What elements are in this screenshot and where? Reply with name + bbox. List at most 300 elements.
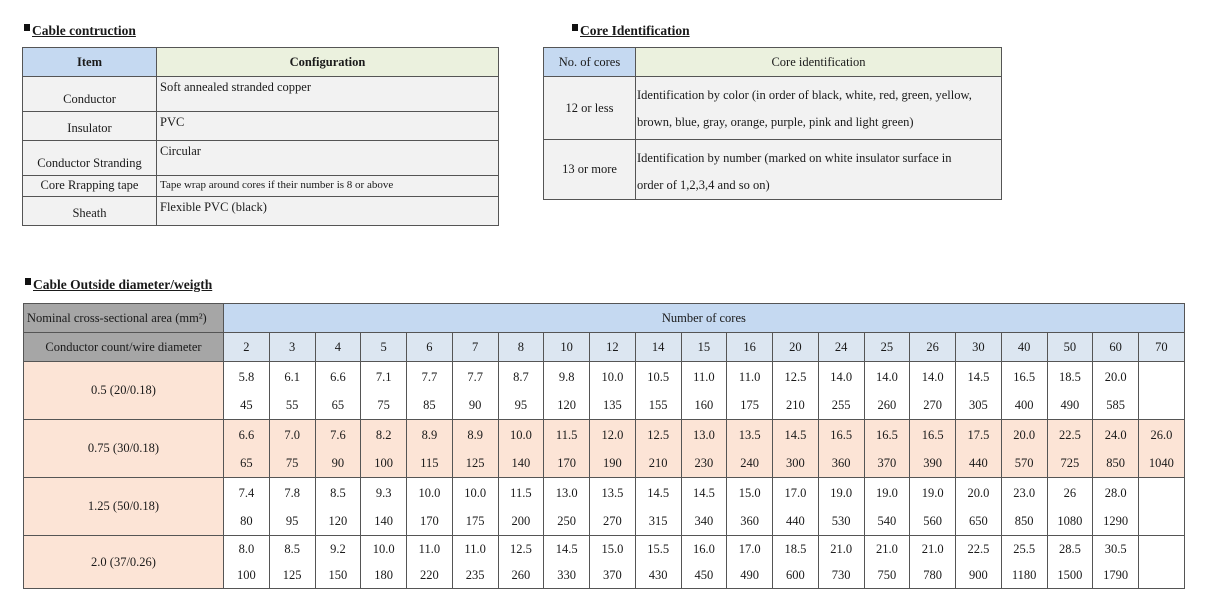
weight: 75 <box>377 397 390 412</box>
weight: 305 <box>969 397 988 412</box>
value-cell <box>818 420 864 478</box>
weight: 1040 <box>1148 455 1174 470</box>
table-row <box>23 141 499 176</box>
value-cell <box>910 362 956 420</box>
outside-diameter: 22.5 <box>1058 427 1081 442</box>
value-cell <box>681 536 727 589</box>
outside-diameter: 10.0 <box>509 427 532 442</box>
outside-diameter: 10.5 <box>647 369 670 384</box>
weight: 95 <box>514 397 528 412</box>
outside-diameter: 9.3 <box>375 485 392 500</box>
outside-diameter: 6.1 <box>284 369 300 384</box>
value-cell <box>224 478 270 536</box>
value-cell <box>407 478 453 536</box>
weight <box>1139 507 1184 535</box>
bullet-square-icon <box>572 24 578 31</box>
weight: 360 <box>740 513 759 528</box>
core-number: 12 <box>590 333 636 362</box>
value-cell <box>1139 478 1185 536</box>
identification-heading <box>572 23 690 39</box>
weight: 90 <box>468 397 482 412</box>
value-cell <box>635 362 681 420</box>
outside-diameter: 14.5 <box>692 485 715 500</box>
value-cell <box>361 536 407 589</box>
core-id-line: Identification by color (in order of black, white, red, green, yellow, <box>637 88 972 102</box>
weight: 95 <box>285 513 299 528</box>
core-id-line: order of 1,2,3,4 and so on) <box>637 178 770 192</box>
value-cell <box>1139 536 1185 589</box>
weight: 370 <box>603 568 622 582</box>
outside-diameter: 11.5 <box>510 485 532 500</box>
cores-header: Number of cores <box>224 304 1185 333</box>
value-cell <box>544 420 590 478</box>
weight: 200 <box>511 513 531 528</box>
value-cell <box>818 536 864 589</box>
weight: 220 <box>420 568 439 582</box>
core-number: 24 <box>818 333 864 362</box>
outside-diameter: 26 <box>1063 485 1077 500</box>
value-cell <box>1139 362 1185 420</box>
outside-diameter: 14.0 <box>875 369 898 384</box>
weight: 725 <box>1060 455 1080 470</box>
table-row <box>23 176 499 197</box>
weight: 330 <box>557 568 576 582</box>
outside-diameter: 8.5 <box>284 542 300 556</box>
value-cell <box>1093 536 1139 589</box>
outside-diameter: 21.0 <box>830 542 853 556</box>
value-cell <box>910 536 956 589</box>
config-cell: Soft annealed stranded copper <box>157 77 499 112</box>
outside-diameter: 11.0 <box>738 369 761 384</box>
value-cell <box>956 362 1002 420</box>
weight: 750 <box>877 568 897 582</box>
outside-diameter: 7.4 <box>238 485 255 500</box>
weight: 270 <box>603 513 622 528</box>
weight: 150 <box>328 568 348 582</box>
weight: 75 <box>285 455 299 470</box>
weight: 170 <box>420 513 439 528</box>
weight: 370 <box>877 455 897 470</box>
size-cell: 2.0 (37/0.26) <box>24 536 224 589</box>
bullet-square-icon <box>24 24 30 31</box>
weight: 490 <box>740 568 759 582</box>
weight: 315 <box>648 513 668 528</box>
value-cell <box>818 362 864 420</box>
bullet-square-icon <box>25 278 31 285</box>
core-number: 16 <box>727 333 773 362</box>
outside-diameter: 16.0 <box>692 542 715 556</box>
value-cell <box>1047 478 1093 536</box>
outside-diameter: 5.8 <box>238 369 255 384</box>
value-cell <box>1001 478 1047 536</box>
outside-diameter: 6.6 <box>238 427 255 442</box>
weight: 235 <box>465 568 485 582</box>
outside-diameter: 15.5 <box>647 542 670 556</box>
table-row <box>24 536 1185 589</box>
value-cell <box>361 362 407 420</box>
weight: 140 <box>374 513 393 528</box>
item-cell: Insulator <box>23 112 157 141</box>
table-row <box>24 420 1185 478</box>
outside-diameter: 9.2 <box>330 542 346 556</box>
value-cell <box>498 362 544 420</box>
diameter-title: Cable Outside diameter/weigth <box>33 277 213 292</box>
core-number: 70 <box>1139 333 1185 362</box>
value-cell <box>681 478 727 536</box>
weight: 1290 <box>1103 513 1129 528</box>
outside-diameter: 16.5 <box>1013 369 1036 384</box>
outside-diameter: 8.7 <box>513 369 529 384</box>
diameter-table <box>23 303 1185 589</box>
outside-diameter: 13.5 <box>738 427 761 442</box>
value-cell <box>315 536 361 589</box>
value-cell <box>910 420 956 478</box>
value-cell <box>452 478 498 536</box>
value-cell <box>864 420 910 478</box>
weight: 255 <box>831 397 851 412</box>
value-cell <box>407 536 453 589</box>
construction-heading <box>24 23 136 39</box>
outside-diameter: 14.5 <box>555 542 578 556</box>
value-cell <box>1093 420 1139 478</box>
table-row <box>23 197 499 226</box>
value-cell <box>1139 420 1185 478</box>
value-cell <box>315 420 361 478</box>
outside-diameter: 10.0 <box>601 369 624 384</box>
identification-table <box>543 47 1002 200</box>
table-row <box>23 77 499 112</box>
core-number: 6 <box>407 333 453 362</box>
weight: 585 <box>1106 397 1125 412</box>
weight: 360 <box>831 455 851 470</box>
outside-diameter: 11.0 <box>464 542 486 556</box>
weight: 115 <box>420 455 439 470</box>
weight: 125 <box>465 455 485 470</box>
outside-diameter: 26.0 <box>1150 427 1173 442</box>
outside-diameter: 9.8 <box>558 369 575 384</box>
weight: 90 <box>331 455 345 470</box>
config-cell: Tape wrap around cores if their number is 8 or above <box>157 176 499 197</box>
weight: 390 <box>923 455 942 470</box>
value-cell <box>773 478 819 536</box>
identification-title: Core Identification <box>580 23 690 38</box>
weight: 45 <box>240 397 253 412</box>
weight: 260 <box>511 568 531 582</box>
cores-header: No. of cores <box>544 48 636 77</box>
value-cell <box>269 478 315 536</box>
value-cell <box>498 420 544 478</box>
weight: 100 <box>374 455 393 470</box>
weight: 600 <box>786 568 805 582</box>
outside-diameter: 18.5 <box>784 542 807 556</box>
weight: 850 <box>1014 513 1034 528</box>
weight: 175 <box>465 513 485 528</box>
outside-diameter: 14.5 <box>967 369 990 384</box>
outside-diameter: 13.0 <box>692 427 715 442</box>
weight: 530 <box>831 513 851 528</box>
size-cell: 0.75 (30/0.18) <box>24 420 224 478</box>
value-cell <box>269 362 315 420</box>
weight: 85 <box>423 397 436 412</box>
size-cell: 1.25 (50/0.18) <box>24 478 224 536</box>
value-cell <box>956 478 1002 536</box>
weight: 125 <box>282 568 302 582</box>
outside-diameter: 7.6 <box>330 427 346 442</box>
core-number: 40 <box>1001 333 1047 362</box>
core-number: 25 <box>864 333 910 362</box>
value-cell <box>224 536 270 589</box>
value-cell <box>224 420 270 478</box>
weight: 900 <box>969 568 988 582</box>
outside-diameter: 16.5 <box>830 427 853 442</box>
size-cell: 0.5 (20/0.18) <box>24 362 224 420</box>
outside-diameter: 23.0 <box>1013 485 1036 500</box>
construction-table <box>22 47 499 226</box>
item-header: Item <box>23 48 157 77</box>
outside-diameter: 10.0 <box>372 542 395 556</box>
value-cell <box>361 420 407 478</box>
value-cell <box>315 362 361 420</box>
core-number: 30 <box>956 333 1002 362</box>
weight: 490 <box>1060 397 1080 412</box>
weight: 430 <box>648 568 668 582</box>
weight: 1790 <box>1103 568 1129 582</box>
value-cell <box>452 420 498 478</box>
item-cell: Core Rrapping tape <box>23 176 157 197</box>
core-number: 10 <box>544 333 590 362</box>
core-id-cell <box>636 77 1002 140</box>
outside-diameter: 14.5 <box>784 427 807 442</box>
core-number: 7 <box>452 333 498 362</box>
outside-diameter: 16.5 <box>921 427 944 442</box>
outside-diameter: 28.5 <box>1058 542 1081 556</box>
item-cell: Conductor Stranding <box>23 141 157 176</box>
core-id-cell <box>636 140 1002 200</box>
weight: 120 <box>328 513 348 528</box>
table-row <box>544 140 1002 200</box>
value-cell <box>407 420 453 478</box>
core-number: 4 <box>315 333 361 362</box>
weight: 730 <box>831 568 851 582</box>
item-cell: Sheath <box>23 197 157 226</box>
outside-diameter: 8.9 <box>421 427 438 442</box>
weight: 340 <box>694 513 714 528</box>
weight: 55 <box>285 397 299 412</box>
cores-cell: 13 or more <box>544 140 636 200</box>
core-number: 8 <box>498 333 544 362</box>
table-row <box>23 112 499 141</box>
outside-diameter <box>1139 536 1184 562</box>
value-cell <box>681 420 727 478</box>
value-cell <box>498 536 544 589</box>
weight: 1500 <box>1057 568 1083 582</box>
value-cell <box>452 536 498 589</box>
value-cell <box>635 420 681 478</box>
weight: 780 <box>923 568 942 582</box>
weight: 400 <box>1014 397 1034 412</box>
weight: 1180 <box>1011 568 1037 582</box>
value-cell <box>269 536 315 589</box>
value-cell <box>452 362 498 420</box>
outside-diameter: 21.0 <box>921 542 944 556</box>
weight: 65 <box>240 455 253 470</box>
value-cell <box>864 362 910 420</box>
core-id-line: brown, blue, gray, orange, purple, pink and light green) <box>637 115 914 129</box>
core-number: 3 <box>269 333 315 362</box>
outside-diameter: 16.5 <box>875 427 898 442</box>
outside-diameter: 11.5 <box>555 427 578 442</box>
outside-diameter: 15.0 <box>601 542 624 556</box>
outside-diameter: 11.0 <box>418 542 441 556</box>
value-cell <box>361 478 407 536</box>
outside-diameter: 17.0 <box>784 485 807 500</box>
outside-diameter: 20.0 <box>1013 427 1036 442</box>
outside-diameter: 13.5 <box>601 485 624 500</box>
value-cell <box>544 478 590 536</box>
outside-diameter: 19.0 <box>921 485 944 500</box>
value-cell <box>1001 536 1047 589</box>
weight: 230 <box>694 455 714 470</box>
value-cell <box>635 478 681 536</box>
outside-diameter: 19.0 <box>875 485 898 500</box>
value-cell <box>727 420 773 478</box>
value-cell <box>727 478 773 536</box>
outside-diameter: 13.0 <box>555 485 578 500</box>
weight: 540 <box>877 513 897 528</box>
weight: 240 <box>740 455 759 470</box>
value-cell <box>1001 420 1047 478</box>
weight: 1080 <box>1057 513 1083 528</box>
outside-diameter: 10.0 <box>418 485 441 500</box>
value-cell <box>1001 362 1047 420</box>
outside-diameter: 12.5 <box>784 369 807 384</box>
value-cell <box>1047 362 1093 420</box>
weight: 100 <box>237 568 256 582</box>
value-cell <box>727 362 773 420</box>
value-cell <box>635 536 681 589</box>
outside-diameter: 12.5 <box>647 427 670 442</box>
value-cell <box>773 420 819 478</box>
outside-diameter: 12.0 <box>601 427 624 442</box>
value-cell <box>773 362 819 420</box>
value-cell <box>590 536 636 589</box>
core-number: 60 <box>1093 333 1139 362</box>
weight: 160 <box>694 397 714 412</box>
outside-diameter: 17.5 <box>967 427 990 442</box>
cores-cell: 12 or less <box>544 77 636 140</box>
outside-diameter: 20.0 <box>967 485 990 500</box>
value-cell <box>727 536 773 589</box>
weight: 155 <box>648 397 668 412</box>
core-number: 2 <box>224 333 270 362</box>
weight: 120 <box>557 397 576 412</box>
value-cell <box>864 536 910 589</box>
outside-diameter: 8.9 <box>467 427 483 442</box>
weight: 650 <box>969 513 988 528</box>
outside-diameter: 14.0 <box>921 369 944 384</box>
core-id-header: Core identification <box>636 48 1002 77</box>
value-cell <box>956 420 1002 478</box>
value-cell <box>590 362 636 420</box>
outside-diameter: 28.0 <box>1104 485 1127 500</box>
table-row <box>24 478 1185 536</box>
outside-diameter: 15.0 <box>738 485 761 500</box>
outside-diameter: 7.8 <box>284 485 300 500</box>
weight: 440 <box>969 455 988 470</box>
value-cell <box>818 478 864 536</box>
weight: 135 <box>603 397 622 412</box>
table-row <box>24 362 1185 420</box>
weight: 560 <box>923 513 942 528</box>
weight: 140 <box>511 455 531 470</box>
weight: 175 <box>740 397 759 412</box>
weight: 270 <box>923 397 942 412</box>
value-cell <box>864 478 910 536</box>
core-number: 15 <box>681 333 727 362</box>
value-cell <box>224 362 270 420</box>
table-row <box>544 77 1002 140</box>
outside-diameter: 20.0 <box>1104 369 1127 384</box>
weight: 80 <box>240 513 253 528</box>
value-cell <box>544 536 590 589</box>
outside-diameter: 8.0 <box>238 542 255 556</box>
weight: 180 <box>374 568 393 582</box>
weight: 850 <box>1106 455 1125 470</box>
weight: 170 <box>557 455 576 470</box>
outside-diameter: 12.5 <box>509 542 532 556</box>
config-cell: PVC <box>157 112 499 141</box>
item-cell: Conductor <box>23 77 157 112</box>
value-cell <box>544 362 590 420</box>
outside-diameter: 21.0 <box>875 542 898 556</box>
config-cell: Flexible PVC (black) <box>157 197 499 226</box>
value-cell <box>315 478 361 536</box>
core-number: 26 <box>910 333 956 362</box>
value-cell <box>910 478 956 536</box>
outside-diameter: 24.0 <box>1104 427 1127 442</box>
weight: 210 <box>786 397 805 412</box>
value-cell <box>269 420 315 478</box>
value-cell <box>1093 478 1139 536</box>
value-cell <box>773 536 819 589</box>
outside-diameter: 7.0 <box>284 427 300 442</box>
configuration-header: Configuration <box>157 48 499 77</box>
outside-diameter: 17.0 <box>738 542 761 556</box>
outside-diameter: 6.6 <box>330 369 346 384</box>
core-number: 14 <box>635 333 681 362</box>
core-id-line: Identification by number (marked on white insulator surface in <box>637 151 952 165</box>
value-cell <box>590 478 636 536</box>
outside-diameter: 18.5 <box>1058 369 1081 384</box>
value-cell <box>681 362 727 420</box>
value-cell <box>407 362 453 420</box>
outside-diameter: 7.1 <box>375 369 392 384</box>
value-cell <box>1047 420 1093 478</box>
weight <box>1139 562 1184 588</box>
outside-diameter: 8.2 <box>375 427 392 442</box>
weight: 190 <box>603 455 622 470</box>
outside-diameter <box>1139 363 1184 391</box>
diameter-heading <box>25 277 212 293</box>
value-cell <box>498 478 544 536</box>
area-header: Nominal cross-sectional area (mm²) <box>24 304 224 333</box>
outside-diameter: 10.0 <box>464 485 487 500</box>
weight: 570 <box>1014 455 1034 470</box>
core-number: 5 <box>361 333 407 362</box>
outside-diameter: 25.5 <box>1013 542 1036 556</box>
config-cell: Circular <box>157 141 499 176</box>
value-cell <box>1093 362 1139 420</box>
